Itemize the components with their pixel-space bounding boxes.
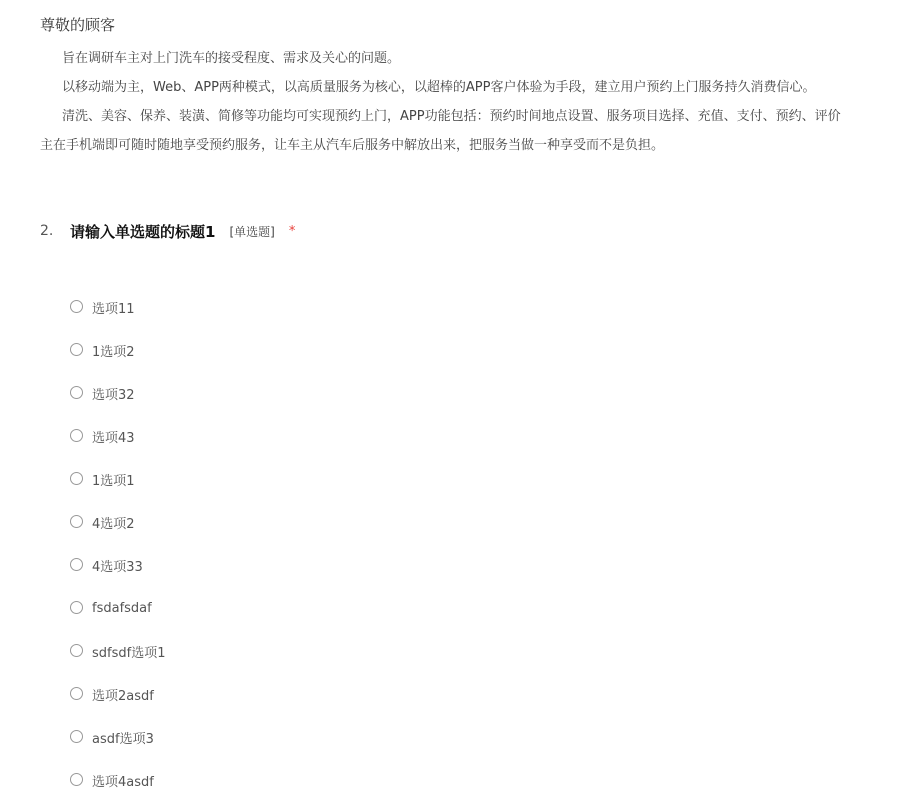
- option-label: 4选项2: [92, 517, 135, 532]
- greeting-heading: 尊敬的顾客: [40, 16, 116, 34]
- option-label: 4选项33: [92, 560, 143, 575]
- option-label: fsdafsdaf: [92, 601, 152, 616]
- question-header: [40, 218, 880, 244]
- radio-button[interactable]: [70, 515, 83, 528]
- radio-button[interactable]: [70, 472, 83, 485]
- option-item[interactable]: [70, 759, 670, 802]
- option-label: 选项43: [92, 431, 135, 446]
- survey-intro: [40, 14, 900, 160]
- option-item[interactable]: [70, 458, 670, 501]
- radio-button[interactable]: [70, 687, 83, 700]
- intro-paragraph-2: 以移动端为主，Web、APP两种模式，以高质量服务为核心，以超棒的APP客户体验为手段，建立用户预约上门服务持久消费信心。: [62, 80, 816, 95]
- question-block: [40, 218, 880, 244]
- option-label: 选项11: [92, 302, 135, 317]
- option-item[interactable]: [70, 329, 670, 372]
- option-label: 1选项2: [92, 345, 135, 360]
- question-type-label: [单选题]: [229, 224, 275, 239]
- option-item[interactable]: [70, 372, 670, 415]
- radio-button[interactable]: [70, 386, 83, 399]
- option-label: 选项4asdf: [92, 775, 154, 790]
- intro-paragraph-1: 旨在调研车主对上门洗车的接受程度、需求及关心的问题。: [62, 51, 401, 66]
- radio-button[interactable]: [70, 343, 83, 356]
- radio-button[interactable]: [70, 558, 83, 571]
- radio-button[interactable]: [70, 644, 83, 657]
- radio-button[interactable]: [70, 300, 83, 313]
- question-title: 请输入单选题的标题1: [70, 222, 216, 241]
- option-label: 1选项1: [92, 474, 135, 489]
- option-label: 选项32: [92, 388, 135, 403]
- radio-button[interactable]: [70, 773, 83, 786]
- option-item[interactable]: [70, 415, 670, 458]
- intro-paragraph-3-line-2: 主在手机端即可随时随地享受预约服务，让车主从汽车后服务中解放出来，把服务当做一种享受而不是负担。: [40, 138, 665, 153]
- required-mark: *: [288, 223, 296, 239]
- radio-button[interactable]: [70, 730, 83, 743]
- option-label: 选项2asdf: [92, 689, 154, 704]
- option-label: sdfsdf选项1: [92, 646, 166, 661]
- option-list: [70, 286, 670, 802]
- radio-button[interactable]: [70, 429, 83, 442]
- intro-paragraph-3-line-1: 清洗、美容、保养、装潢、简修等功能均可实现预约上门，APP功能包括：预约时间地点设置、服务项目选择、充值、支付、预约、评价: [62, 109, 841, 124]
- option-item[interactable]: [70, 716, 670, 759]
- radio-button[interactable]: [70, 601, 83, 614]
- question-number: 2.: [40, 223, 54, 239]
- option-item[interactable]: [70, 630, 670, 673]
- option-label: asdf选项3: [92, 732, 154, 747]
- option-item[interactable]: [70, 501, 670, 544]
- option-item[interactable]: [70, 673, 670, 716]
- intro-paragraph-3: [40, 102, 900, 160]
- option-item[interactable]: [70, 544, 670, 587]
- option-item[interactable]: [70, 286, 670, 329]
- option-item[interactable]: [70, 587, 670, 630]
